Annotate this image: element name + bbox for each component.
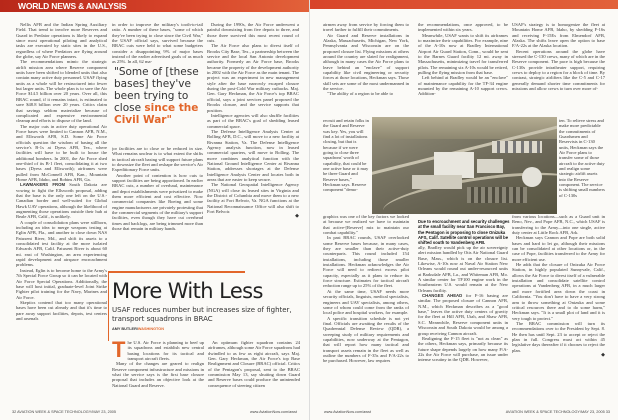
pull-quote: "Some of [these bases] they've been trying to close since the Civil War" (114, 66, 199, 126)
article-column-a: The U.S. Air Force is planning to beef up its squadrons and establish new central basing locations for its tactical and transport aircraft fleets. Many of the changes are geared to realign Reserve component infrastructure and missions in what the service says is the first base closure proposal that includes an objective look at the National Guard and Reserve. (112, 340, 204, 388)
section-header-bar-right (310, 0, 618, 9)
footer-url-right: www.AviationNow.com/awst (324, 410, 371, 414)
headline-side-rule (108, 271, 109, 341)
left-column-2-mid: jor facilities are to close or be reduced in size. What remains unclear is to what extent the shifts in tactical aircraft basing will support future plans to downsize the fleet and reshape the service's Air Expeditionary Force units. Another point of contention is how cuts to support facilities are being apportioned. In earlier BRAC cuts, a number of overhaul, maintenance and depot establishments were privatized to make them more efficient and cost effective. Now commercial companies like Boeing and some engine manufacturers are privately protesting that the commercial segments of the military's support facilities, even though they have cut overhead times and backlogs, are being trimmed more than those that remain in military hands. (112, 146, 203, 232)
right-column-2-top: the recommendations, once approved, to be implemented within six years. Meanwhile, USAF wants to shift its airframes to maximize their capabilities. For example, nine of the A-10s now at Bradley International Airport Air Guard Station, Conn., would be sent to the Barnes Guard facility 12 mi. away in Massachusetts, minimizing travel for transferred pilots. The remaining six A-10s would be retired, pulling the flying mission from that base. Left behind at Bradley would be an "enclave" of maintenance capability for the TF-34 engine mounted by the remaining A-10 support crews. Addition- (418, 22, 508, 97)
headline-rule (108, 271, 245, 273)
article-headline: More With Less (112, 279, 263, 303)
left-column-3: During the 1990s, the Air Force underwent a painful downsizing from five depots to three, and those three survived this most recent round of cuts. The Air Force also plans to divest itself of Brooks City Base, Tex., a partnership between the service and the local San Antonio development authority. Formerly an Air Force base, Brooks became the property of the development authority in 2002 with the Air Force as the main tenant. The project was an experiment in new management style after the base narrowly escaped closure during the post-Cold War military cutbacks. Maj. Gen. Gary Heckman, the Air Force's top BRAC official, says a joint services panel proposed the Brooks closure, and the service supports that position. Intelligence agencies will also shuffle facilities as part of the BRAC's goal of shedding leased commercial space. The Defense Intelligence Analysis Center at Bolling AFB, D.C., will move to a new facility at Rivanna Station, Va. The Defense Intelligence Agency analysis function, now in leased commercial quarters, will move to Bolling. The move combines analytical function with the National Ground Intelligence Center at Rivanna Station, addresses shortages at the Defense Intelligence Analysis Center and locates both in areas that are easier to keep secure. The National Geospatial Intelligence Agency (NGA) will close its leased sites in Virginia and the District of Columbia and move them to a new facility at Fort Belvoir, Va. NGA functions at the National Reconnaissance Office will also shift to Fort Belvoir. ◆ (207, 22, 299, 220)
byline: AMY BUTLER/WASHINGTON (112, 327, 164, 331)
right-column-3-bottom: from various locations—such as a Guard unit in Reno, Nev., and Pope AFB, N.C., which USAF is transferring to the Army—into one single, active duty center at Little Rock AFB, Ark. Heckman says Cannon and Pope are both solid bases and hard to let go, although their missions can be consolidated at other locations or, in the case of Pope, facilities transferred to the Army for more efficient use. He adds that the closure of Onizuka Air Force Station, in highly populated Sunnyvale, Calif., allows the Air Force to divest itself of a vulnerable installation and consolidate satellite control operations at Vandenberg AFB, in a much larger and more fortified area down the coast in California. "You don't have to have a very strong arm to throw something at Onizuka and some critical resources there and to do some harm," Heckman says. "It is a small plot of land and it is very tough to protect." The BRAC commission will turn its recommendations over to the President by Sept. 8. He then has until Sept. 23 to accept or reject the plan in full. Congress must act within 45 legislative days thereafter if it chooses to reject the plan. ◆ (512, 214, 605, 358)
right-column-1-top: airmen away from service by forcing them to travel farther to fulfill their commitments. Air Guard and Reserve installations in Alaska, Massachusetts, Michigan, New York, Pennsylvania and Wisconsin are on the proposed closure list. Flying missions at others around the country are slated for realignment, although in many cases the Air Force plans to leave behind an "enclave" of support capability like civil engineering or security forces at those locations, Heckman says. Those skill sets are some of the most undermanned in the service. "The ability of a region to be able to (323, 22, 409, 97)
footer-url-left: www.AviationNow.com/awst (250, 410, 297, 414)
section-header-bar (0, 0, 309, 12)
section-title: WORLD NEWS & ANALYSIS (18, 1, 127, 11)
run-in-head: LAWMAKERS FROM (20, 182, 66, 188)
article-subhead: USAF reduces number but increases size of fighter, transport squadrons in BRAC (112, 306, 292, 323)
right-column-1-narrow: recruit and retain folks in the Guard and Reserve was key. Yes, you will find a lot of installations closing, but that is because if we were going to close three squadrons' worth of capability, that could be one active base or it may be three Guard and Reserve bases," Heckman says. Reserve component "demo- (323, 118, 369, 193)
right-column-1-bottom: graphics was one of the key factors we looked at because we realized we have to maintain that active-[Reserve] mix to maintain our combat capability." In past BRAC rounds, USAF overlooked some Reserve bases because, in many cases, they are smaller than their active-duty counterparts. This round included 154 installations, including those smaller installations. Heckman acknowledges the Air Force will need to redirect excess pilot capacity, especially as it plans to reduce its force structure. Estimates for tactical aircraft reduction range up to 25% of the fleet. At the same time, USAF needs more security officials, linguists, medical specialists, engineers and UAV specialists, among others, some of whom could come from the ranks of local police and hospital workers, for example. A specific transition schedule is not yet final. Officials are awaiting the results of the Quadrennial Defense Review (QDR), a sweeping study of military requirements and capabilities, now underway at the Pentagon, that will report how many tactical and transport assets remain in the fleet as well as outline the numbers of F-35s and F/A-22s to be purchased. However, law requires (323, 214, 409, 364)
right-column-3-narrow: ten. To relieve stress and make more predictable the commitments of Guardsmen and Reservists in C-130 units, Heckman says the Air Force plans to transfer some of those aircraft to the active duty and realign some strategic airlift assets into the Reserve component. The service is shifting small numbers of C-130s (559, 118, 605, 198)
left-column-1: Nellis AFB and the Indian Spring Auxiliary Field. That trend to involve more Reserves and Guard in Predator operations is likely to expand since most operational piloting and analytical tasks are executed by static sites in the U.S., regardless of where Predators are flying around the globe, say Air Force planners. The recommendations mimic the strategic airlift mission area where Reserve component units have been shifted to blended units that also contain many active duty personnel. USAF flying units as a whole will be restructured into fewer but larger units. The whole plan is to save the Air Force $14.5 billion over 20 years. Over all, this BRAC round, if it remains intact, is estimated to save $48.8 billion over 20 years. Critics claim that savings seldom materialize because of complicated and expensive environmental cleanup and efforts to dispose of the land. The major cuts in active duty operational Air Force bases were limited to Cannon AFB, N.M., and Ellsworth AFB, S.D. Some Air Force officials question the wisdom of basing all the service's B-1s at Dyess AFB, Tex., where facilities will have to be built to house the additional bombers. In 2001, the Air Force shed one-third of its B-1 fleet, consolidating it at two bases (Dyess and Ellsworth); airframes were pulled from McConnell AFB, Kan., Mountain Home AFB, Idaho, and Robins AFB, Ga. LAWMAKERS FROM South Dakota are vowing to fight the Ellsworth proposal, adding that the base is the only one left on the U.S.-Canadian border and well-suited for Global Hawk UAV operations, although the likelihood of augmenting those operations outside their hub at Beale AFB, Calif., is unlikely. A couple of consolidation plans were stillborn, including an idea to merge weapons testing at Eglin AFB, Fla., and another to close down NAS Patuxent River, Md., and shift its assets to a consolidated test facility at the more isolated Edwards AFB, Calif. Patuxent River is about 60 mi. east of Washington, an area experiencing rapid development and airspace encroachment problems. Instead, Eglin is to become home to the Army's 7th Special Force Group so it can be located with Air Force Special Operations. Additionally, the base will host initial, graduate-level Joint Strike Fighter pilot training for the Navy, Marines and Air Force. Skeptics contend that too many operational bases have been cut already and that it's time to pare away support facilities, depots, test centers and arsenals (16, 22, 107, 321)
end-of-story-icon: ◆ (295, 214, 299, 220)
aerial-photo-onizuka-afs (372, 117, 557, 214)
run-in-head-changes-ahead: CHANGES AHEAD (422, 293, 463, 299)
end-of-story-icon-right: ◆ (601, 352, 605, 358)
folio-left: 32 AVIATION WEEK & SPACE TECHNOLOGY/MAY 23, 2005 (12, 410, 117, 414)
left-column-2-top: in order to improve the military's tooth-to-tail ratio. A number of these bases, "some of which they've been trying to close since the Civil War," the USAF official says, survived because the BRAC cuts were held to what some budgeters consider a disappointing 9% of major bases instead of the earlier advertised goals of as much as 25%. In all, 62 ma- (112, 22, 203, 65)
article-column-b: An optimum fighter squadron contains 24 airframes, although some Air Force squadrons had dwindled to as few as eight aircraft, says Maj. Gen. Gary Heckman, the Air Force's top Base Realignment and Closure (BRAC) official. Critics of the Pentagon's proposal, sent to the BRAC commission May 13, say shutting down Guard and Reserve bases could produce the unintended consequence of steering citizen (208, 340, 300, 388)
photo-caption: Due to encroachment and security challenges at the small facility near San Francisco Bay, the Pentagon is proposing to close Onizuka AFS, Calif. Satellite control operations will be shifted south to Vandenberg AFB. (418, 219, 510, 246)
folio-right: AVIATION WEEK & SPACE TECHNOLOGY/MAY 23, 2005 33 (505, 410, 610, 414)
drop-cap: T (112, 340, 126, 362)
right-column-2-bottom: ally, Bradley would pick up the air sovereignty alert mission handled by Otis Air National Guard Base, Mass., which is on the closure list. Likewise, A-10s now at Naval Air Station New Orleans would round out under-resourced units at Barksdale AFB, La., and Whiteman AFB, Mo. A similar center for TF100 engine work in the Southeastern U.S. would remain at the New Orleans facility. CHANGES AHEAD for F-16 basing are similar. The proposed closure of Cannon AFB, N.M., which Heckman describes as a "good base," leaves the active duty centers of gravity for the fleet at Hill AFB, Utah, and Shaw AFB, S.C. Meanwhile, Reserve component units in Wisconsin and South Dakota would be among a group receiving Cannon aircraft. Realigning the F-15 fleet is "not as clean" as the others, Heckman says, primarily because its future shape depends largely on how many F/A-22s the Air Force will purchase, an issue under intense scrutiny in the QDR. However, (418, 245, 508, 363)
right-column-3-top: USAF's strategy is to homogenize the fleet at Mountain Home AFB, Idaho, by shedding F-16s and receiving F-15Es from Elmendorf AFB, Alaska. The shifts leave open the option to base F/A-22s at the Alaska location. Recent operations around the globe have stressed the C-130 crews, many of which are in the Reserve component. The pace is high because the C-130s provide intratheater support, requiring crews to deploy to a region for a block of time. By contrast, strategic airlifters like the C-5 and C-17 generally demand shorter time commitments for missions and allow crews to turn over more of- (512, 22, 605, 92)
